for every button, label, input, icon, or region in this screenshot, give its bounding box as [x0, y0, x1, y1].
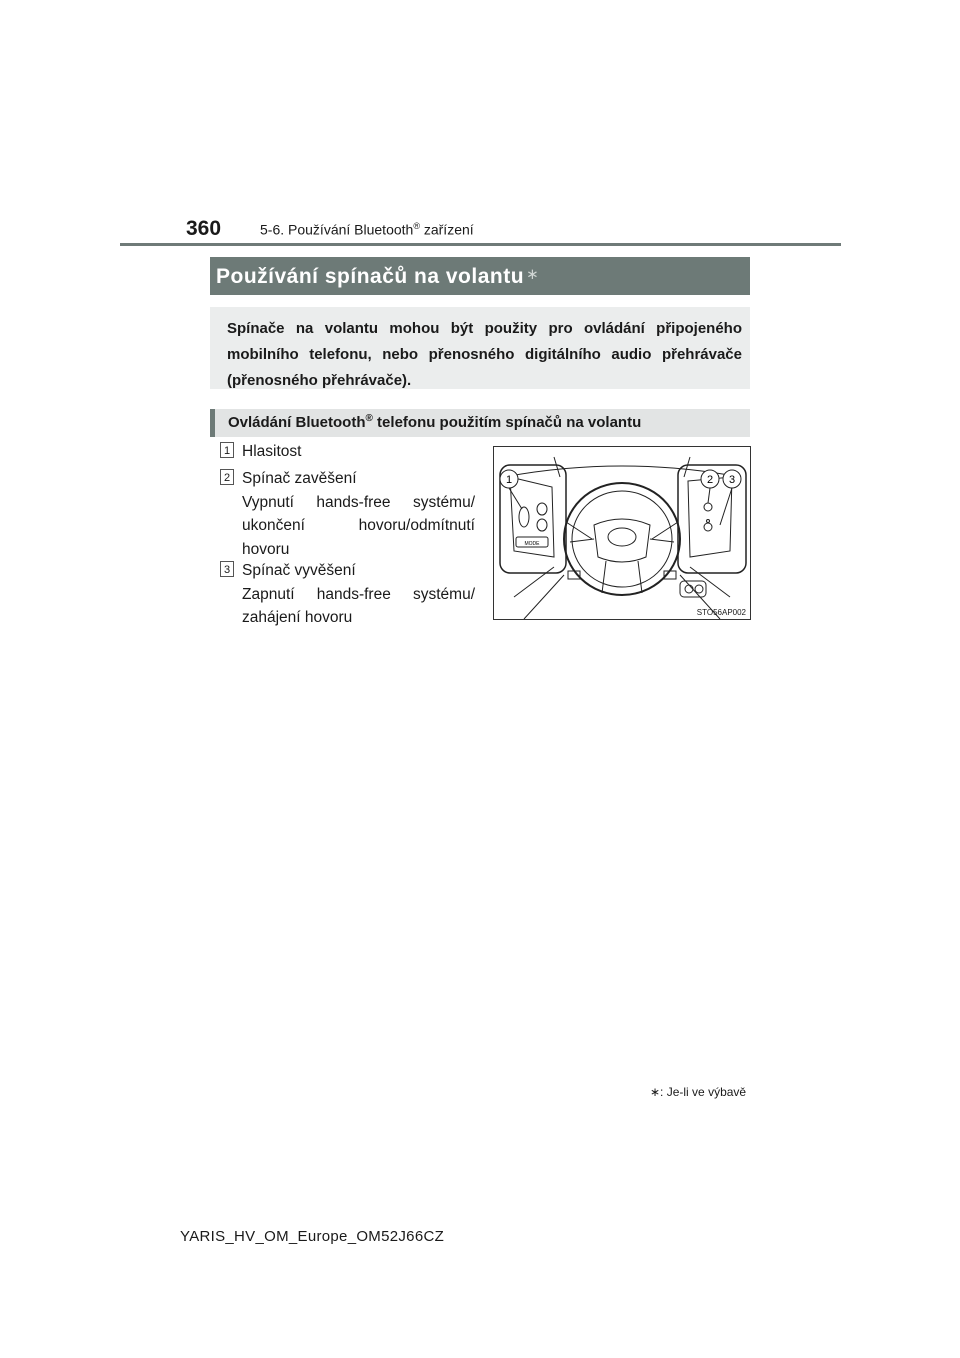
list-item-volume [220, 440, 475, 464]
item-title: Spínač vyvěšení [242, 562, 356, 579]
section-title: 5-6. Používání Bluetooth® zařízení [260, 221, 474, 238]
callout-number-2: 2 [220, 469, 234, 485]
page-number: 360 [186, 217, 222, 240]
callout-label-2: 2 [706, 474, 714, 486]
footer-document-code: YARIS_HV_OM_Europe_OM52J66CZ [180, 1228, 445, 1245]
footnote: ∗: Je-li ve výbavě [650, 1085, 747, 1099]
callout-label-3: 3 [728, 474, 736, 486]
item-title: Spínač zavěšení [242, 470, 357, 487]
intro-text: Spínače na volantu mohou být použity pro ovládání připojeného mobilního telefonu, nebo přenosného digitálního audio přehrávače (přenosného přehrávače). [227, 320, 742, 389]
steering-wheel-drawing [494, 447, 750, 619]
header-rule [120, 243, 841, 246]
callout-number-1: 1 [220, 442, 234, 458]
item-title: Hlasitost [242, 443, 302, 460]
intro-box [210, 307, 750, 389]
callout-number-3: 3 [220, 561, 234, 577]
subheading: Ovládání Bluetooth® telefonu použitím spínačů na volantu [210, 409, 750, 437]
page-heading: Používání spínačů na volantu ∗ [210, 257, 750, 295]
list-item-pick-up [220, 559, 475, 630]
mode-button-label: MODE [524, 541, 540, 547]
item-description: Vypnutí hands-free systému/ ukončení hovoru/odmítnutí hovoru [242, 493, 475, 558]
item-description: Zapnutí hands-free systému/ zahájení hovoru [242, 585, 475, 626]
asterisk-icon: ∗ [526, 266, 540, 283]
figure-code: STO56AP002 [696, 608, 746, 617]
steering-wheel-illustration [493, 446, 751, 620]
list-item-hang-up [220, 467, 475, 561]
callout-label-1: 1 [505, 474, 513, 486]
